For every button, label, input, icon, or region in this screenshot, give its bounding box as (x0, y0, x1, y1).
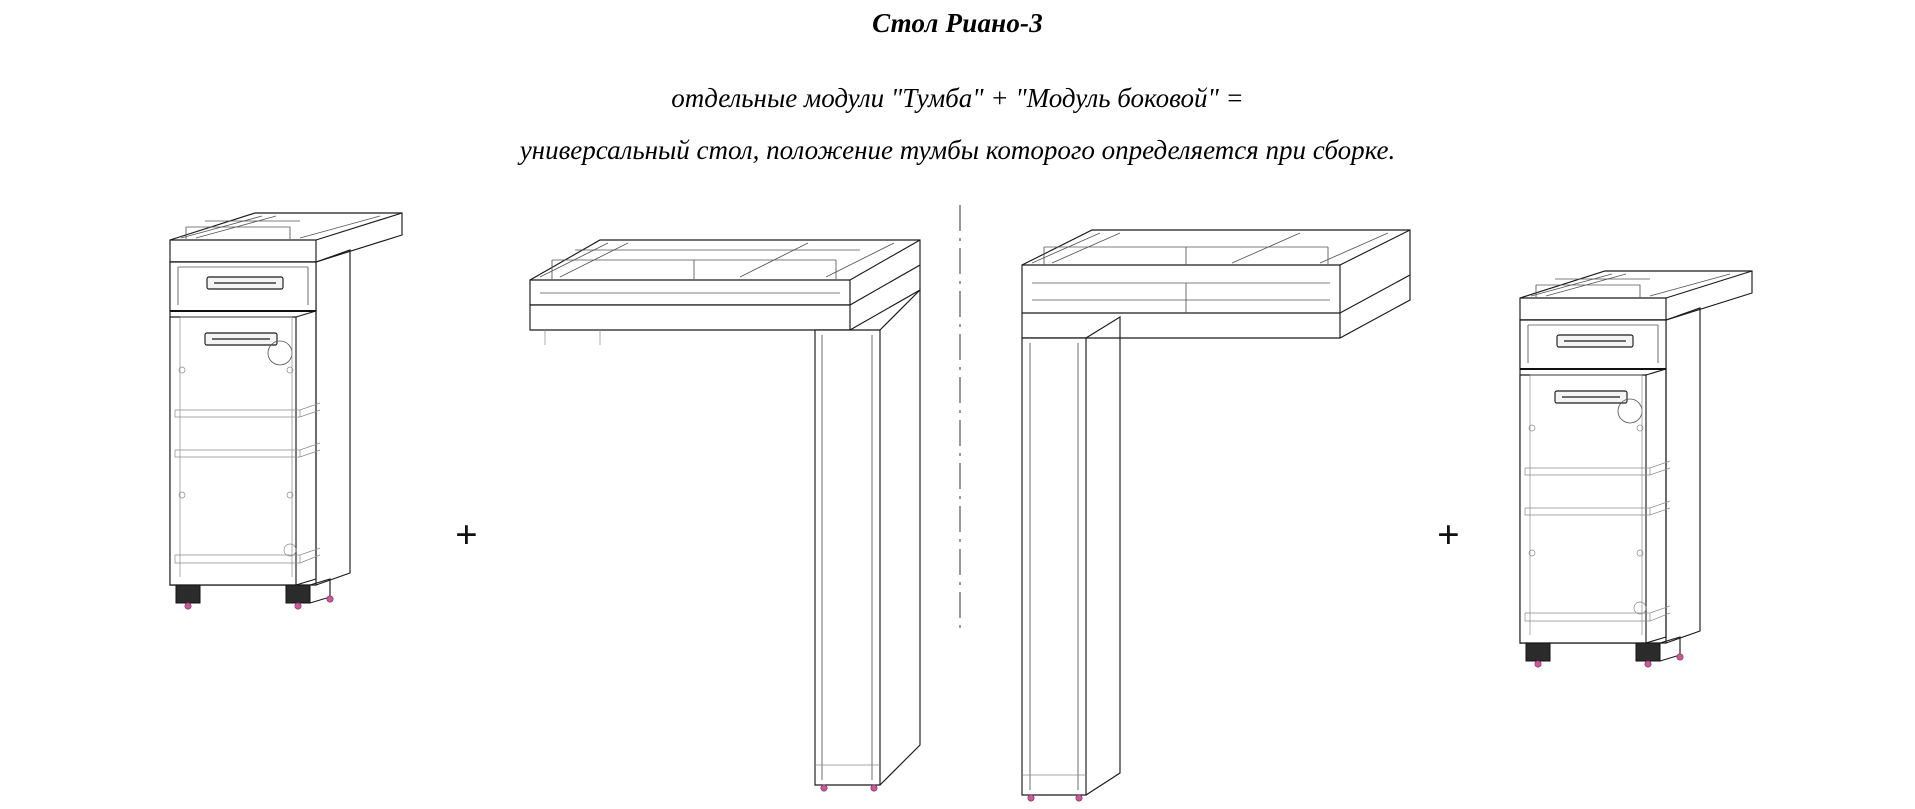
subtitle-block (0, 72, 1915, 176)
side-module-right (1022, 230, 1410, 801)
subtitle-line-1: отдельные модули "Тумба" + "Модуль боковой" = (671, 83, 1244, 113)
assembly-diagram (0, 205, 1915, 809)
side-module-left (530, 240, 920, 791)
subtitle-line-2: универсальный стол, положение тумбы которого определяется при сборке. (519, 135, 1396, 165)
pedestal-cabinet-left (170, 213, 402, 609)
pedestal-cabinet-right (1520, 271, 1752, 667)
plus-operator-right: + (1437, 512, 1460, 557)
page-title: Стол Риано-3 (872, 8, 1043, 38)
plus-operator-left: + (455, 512, 478, 557)
